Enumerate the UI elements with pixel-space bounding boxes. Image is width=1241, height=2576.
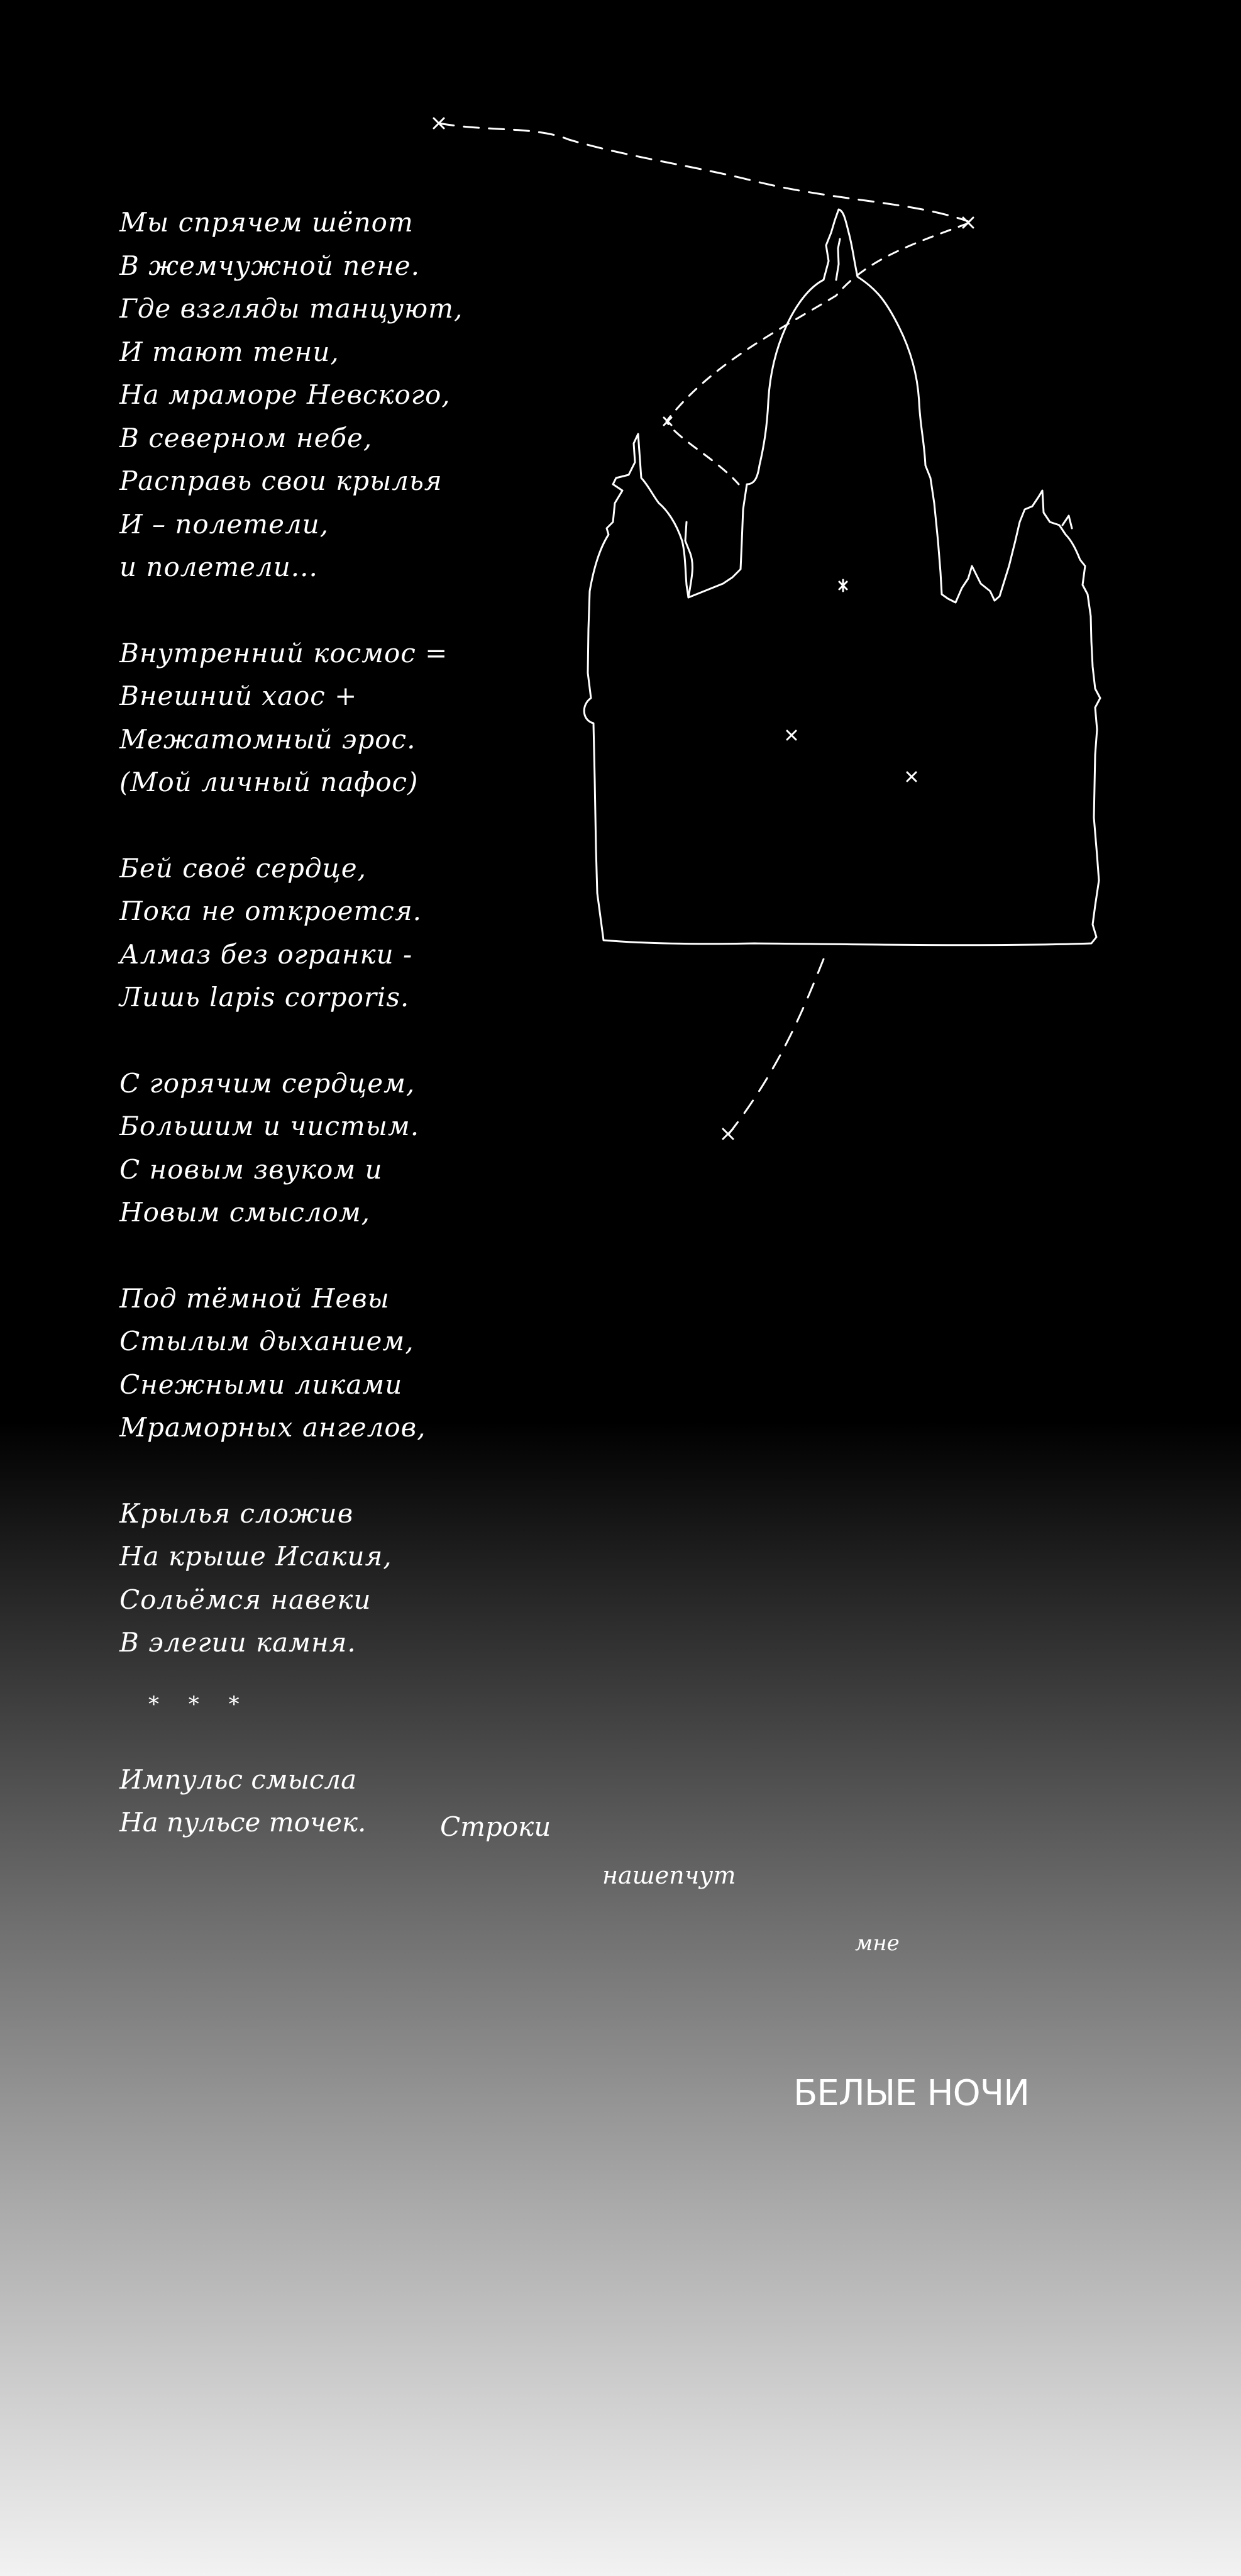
poem-stanza [119, 1062, 572, 1235]
poem-stanza [119, 201, 572, 589]
poem-line: Мы спрячем шёпот [119, 207, 414, 238]
poem-line: Алмаз без огранки - [119, 938, 413, 970]
poem-line: Большим и чистым. [119, 1111, 420, 1141]
poem-line: (Мой личный пафос) [119, 767, 419, 797]
floating-word: нашепчут [602, 1862, 736, 1889]
poem-line: Под тёмной Невы [119, 1282, 390, 1314]
poem-line: На мраморе Невского, [119, 379, 451, 410]
poem-line: В элегии камня. [119, 1627, 356, 1658]
poem-line: В жемчужной пене. [119, 250, 420, 281]
poem-line: Стылым дыханием, [119, 1326, 414, 1357]
star-mark [839, 580, 847, 591]
poem-line: Сольёмся навеки [119, 1584, 372, 1615]
star-mark [723, 1129, 733, 1139]
floating-word: мне [855, 1931, 900, 1956]
poem-line: На крыше Исакия, [119, 1541, 392, 1572]
poem-stanza [119, 1492, 572, 1665]
poem-line: Межатомный эрос. [119, 723, 416, 755]
poem-line: Мраморных ангелов, [119, 1412, 426, 1443]
constellation-path-bottom [729, 959, 824, 1133]
poem-line: И тают тени, [119, 336, 339, 367]
poem-line: Внешний хаос + [119, 680, 358, 711]
poem-stanza [119, 1277, 572, 1450]
poem-line: Крылья сложив [119, 1497, 354, 1529]
asterism-divider: * * * [148, 1692, 251, 1717]
poem-line: Бей своё сердце, [119, 852, 367, 884]
poem-line: Внутренний космос = [119, 637, 448, 669]
poem-line: С горячим сердцем, [119, 1067, 416, 1099]
poem-line: На пульсе точек. [119, 1807, 367, 1838]
poem-tail [119, 1758, 366, 1844]
poem-line: Где взгляды танцуют, [119, 293, 463, 324]
cathedral-spire [836, 239, 840, 280]
poem-line: Расправь свои крылья [119, 465, 443, 496]
poem-line: Импульс смысла [119, 1764, 357, 1795]
poem-line: и полетели... [119, 552, 318, 582]
poem-line: Лишь lapis corporis. [119, 982, 410, 1013]
star-mark [907, 772, 916, 781]
cathedral-detail-right [1062, 516, 1072, 528]
poem-line: В северном небе, [119, 422, 373, 453]
floating-word: Строки [440, 1811, 551, 1842]
poem-stanza [119, 632, 572, 804]
poster-title: БЕЛЫЕ НОЧИ [793, 2073, 1029, 2114]
poem-stanza [119, 847, 572, 1019]
poem-line: С новым звуком и [119, 1153, 383, 1185]
star-mark [963, 218, 973, 228]
poem-line: И – полетели, [119, 508, 329, 540]
star-mark [787, 731, 796, 740]
cathedral-outline [584, 209, 1100, 945]
poem-line: Новым смыслом, [119, 1197, 371, 1228]
poem-line: Снежными ликами [119, 1368, 403, 1400]
poem-body [119, 201, 572, 1707]
poem-line: Пока не откроется. [119, 896, 422, 926]
